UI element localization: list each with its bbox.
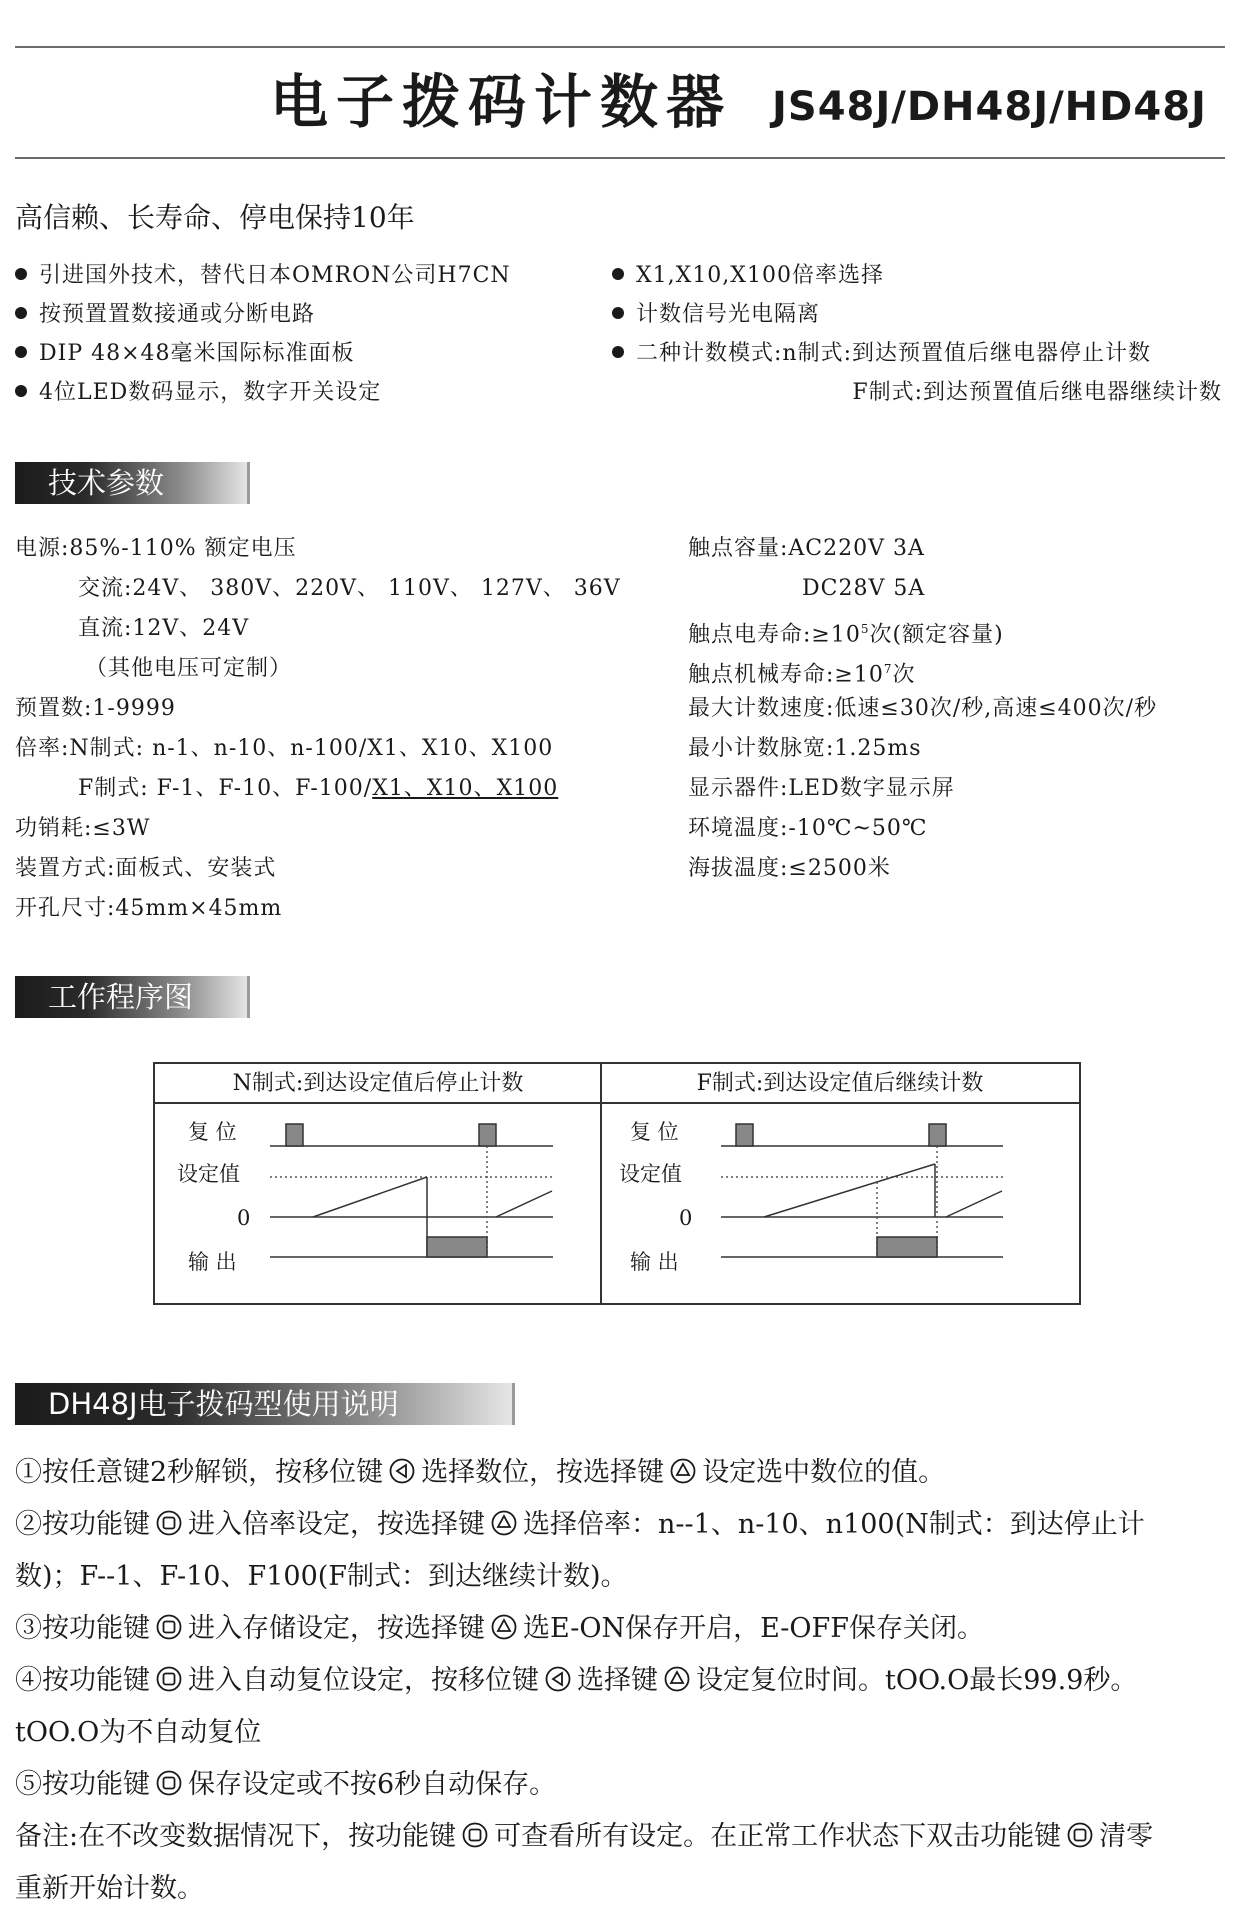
reset-pulse-left-1 xyxy=(286,1124,303,1146)
feature-right-2: 计数信号光电隔离 xyxy=(612,298,820,332)
usage-line-5: ④按功能键 进入自动复位设定，按移位键 选择键 设定复位时间。tOO.O最长99.9秒。 xyxy=(15,1665,1138,1696)
label-zero-left: 0 xyxy=(237,1206,251,1230)
param-altitude: 海拔温度:≤2500米 xyxy=(688,856,891,881)
label-setpoint-left: 设定值 xyxy=(177,1162,240,1186)
function-key-icon xyxy=(156,1770,182,1796)
usage-remark-cont: 重新开始计数。 xyxy=(15,1873,204,1904)
param-cutout: 开孔尺寸:45mm×45mm xyxy=(15,896,283,921)
param-custom: （其他电压可定制） xyxy=(85,656,293,681)
function-key-icon xyxy=(1067,1822,1093,1848)
diagram-right-title: F制式:到达设定值后继续计数 xyxy=(601,1064,1079,1104)
timing-diagram xyxy=(153,1062,1081,1305)
param-ambient-temp: 环境温度:-10℃~50℃ xyxy=(688,816,928,841)
function-key-icon xyxy=(156,1510,182,1536)
feature-right-3: 二种计数模式:n制式:到达预置值后继电器停止计数 xyxy=(612,337,1151,371)
reset-pulse-right-1 xyxy=(736,1124,753,1146)
top-rule xyxy=(15,46,1225,48)
page-title: 电子拨码计数器 xyxy=(270,68,733,136)
bullet-icon xyxy=(612,346,624,358)
param-power-consumption: 功销耗:≤3W xyxy=(15,816,151,841)
label-reset-right: 复 位 xyxy=(630,1120,679,1144)
reset-pulse-right-2 xyxy=(929,1124,946,1146)
bullet-icon xyxy=(15,268,27,280)
param-electrical-life: 触点电寿命$:\ge 10^5$次(额定容量) xyxy=(688,622,1004,648)
label-output-right: 输 出 xyxy=(630,1250,679,1274)
count-ramp-right-2 xyxy=(946,1191,1002,1217)
label-zero-right: 0 xyxy=(679,1206,693,1230)
feature-left-2: 按预置置数接通或分断电路 xyxy=(15,298,315,332)
output-pulse-right xyxy=(877,1237,937,1257)
param-mounting: 装置方式:面板式、安装式 xyxy=(15,856,277,881)
bullet-icon xyxy=(15,307,27,319)
feature-left-1: 引进国外技术，替代日本OMRON公司H7CN xyxy=(15,259,511,293)
diagram-left-title: N制式:到达设定值后停止计数 xyxy=(155,1064,601,1104)
label-reset-left: 复 位 xyxy=(188,1120,237,1144)
param-dc: 直流:12V、24V xyxy=(78,616,250,641)
count-ramp-left-2 xyxy=(496,1191,552,1217)
param-contact-capacity-dc: DC28V 5A xyxy=(802,576,926,601)
model-number: JS48J/DH48J/HD48J xyxy=(772,84,1207,130)
param-ratio-n: 倍率:N制式: n-1、n-10、n-100/X1、X10、X100 xyxy=(15,736,554,761)
count-ramp-right xyxy=(764,1164,935,1217)
feature-right-1: X1,X10,X100倍率选择 xyxy=(612,259,884,293)
shift-key-icon xyxy=(389,1458,415,1484)
usage-line-6: tOO.O为不自动复位 xyxy=(15,1717,262,1748)
bullet-icon xyxy=(15,385,27,397)
subtitle: 高信赖、长寿命、停电保持10年 xyxy=(15,201,415,234)
section-header-usage: DH48J电子拨码型使用说明 xyxy=(15,1383,515,1425)
param-max-speed: 最大计数速度:低速≤30次/秒,高速≤400次/秒 xyxy=(688,696,1158,721)
timing-waveforms xyxy=(155,1064,1079,1303)
select-key-icon xyxy=(491,1510,517,1536)
function-key-icon xyxy=(462,1822,488,1848)
usage-line-7: ⑤按功能键 保存设定或不按6秒自动保存。 xyxy=(15,1769,557,1800)
select-key-icon xyxy=(670,1458,696,1484)
section-header-tech-params: 技术参数 xyxy=(15,462,250,504)
param-display: 显示器件:LED数字显示屏 xyxy=(688,776,955,801)
param-min-pulse: 最小计数脉宽:1.25ms xyxy=(688,736,922,761)
feature-right-4: F制式:到达预置值后继电器继续计数 xyxy=(852,380,1222,405)
param-contact-capacity: 触点容量:AC220V 3A xyxy=(688,536,925,561)
section-header-timing: 工作程序图 xyxy=(15,976,250,1018)
label-output-left: 输 出 xyxy=(188,1250,237,1274)
header-bottom-rule xyxy=(15,157,1225,159)
usage-line-3: 数)；F--1、F-10、F100(F制式：到达继续计数)。 xyxy=(15,1561,628,1592)
param-preset: 预置数:1-9999 xyxy=(15,696,176,721)
bullet-icon xyxy=(612,268,624,280)
label-setpoint-right: 设定值 xyxy=(619,1162,682,1186)
feature-left-4: 4位LED数码显示，数字开关设定 xyxy=(15,376,381,410)
function-key-icon xyxy=(156,1614,182,1640)
usage-line-4: ③按功能键 进入存储设定，按选择键 选E-ON保存开启，E-OFF保存关闭。 xyxy=(15,1613,985,1644)
shift-key-icon xyxy=(545,1666,571,1692)
usage-line-1: ①按任意键2秒解锁，按移位键 选择数位，按选择键 设定选中数位的值。 xyxy=(15,1457,946,1488)
usage-remark: 备注:在不改变数据情况下，按功能键 可查看所有设定。在正常工作状态下双击功能键 清零 xyxy=(15,1821,1154,1852)
count-ramp-left xyxy=(313,1177,427,1217)
param-power: 电源:85%-110% 额定电压 xyxy=(15,536,297,561)
feature-left-3: DIP 48×48毫米国际标准面板 xyxy=(15,337,355,371)
function-key-icon xyxy=(156,1666,182,1692)
bullet-icon xyxy=(15,346,27,358)
usage-line-2: ②按功能键 进入倍率设定，按选择键 选择倍率：n--1、n-10、n100(N制式：到达停止计 xyxy=(15,1509,1145,1540)
select-key-icon xyxy=(664,1666,690,1692)
bullet-icon xyxy=(612,307,624,319)
select-key-icon xyxy=(491,1614,517,1640)
reset-pulse-left-2 xyxy=(479,1124,496,1146)
param-mechanical-life: 触点机械寿命$:\ge 10^7$次 xyxy=(688,662,916,688)
param-ac: 交流:24V、 380V、220V、 110V、 127V、 36V xyxy=(78,576,621,601)
param-ratio-f: F制式: F-1、F-10、F-100/X1、X10、X100 xyxy=(78,776,559,801)
output-pulse-left xyxy=(427,1237,487,1257)
